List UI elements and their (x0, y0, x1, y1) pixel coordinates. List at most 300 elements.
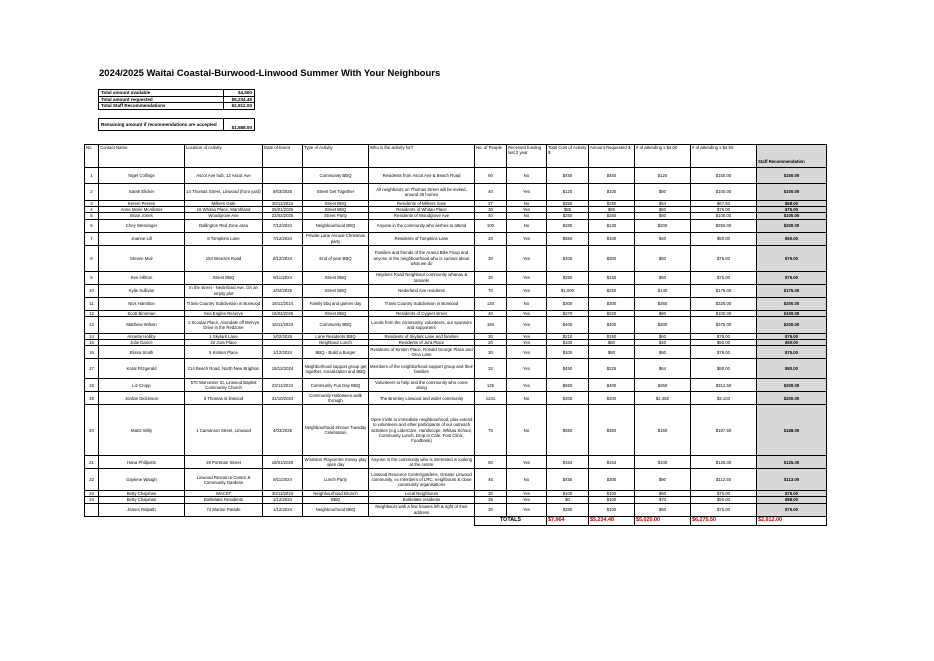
cell-type: Community Halloween walk through (303, 392, 369, 405)
cell-requested: $100 (589, 491, 635, 497)
cell-type: Neighbourhood BBQ (303, 219, 369, 232)
cell-people: 125 (475, 379, 507, 392)
cell-who: Local Neighbours (369, 491, 475, 497)
cell-total-cost: $100 (547, 340, 589, 346)
cell-people: 70 (475, 284, 507, 297)
cell-att-200: $60 (635, 207, 691, 213)
cell-date: 1/12/2024 (263, 497, 303, 503)
cell-who: Residents of Kirsten Place, Ronald George Place and Orca Lane (370, 347, 473, 358)
cell-att-250: $375.00 (691, 316, 757, 333)
table-row (85, 405, 827, 456)
cell-no: 22 (85, 469, 99, 491)
cell-no: 19 (85, 392, 99, 405)
table-row (85, 503, 827, 516)
cell-total-cost: $0 (547, 497, 589, 503)
cell-att-250: $100.00 (691, 184, 757, 201)
cell-recommendation: $200.00 (757, 316, 827, 333)
cell-who: Volunteers to help and the community who come along (369, 379, 475, 392)
cell-no: 7 (85, 232, 99, 245)
cell-no: 11 (85, 297, 99, 310)
cell-total-cost: $1,000 (547, 284, 589, 297)
cell-no: 5 (85, 213, 99, 219)
cell-total-cost: $250 (547, 213, 589, 219)
cell-date: 22/02/2025 (263, 213, 303, 219)
header-no: No (85, 145, 99, 168)
summary-row (99, 96, 255, 103)
cell-date: 1/02/2025 (263, 284, 303, 297)
cell-att-200: $100 (635, 456, 691, 469)
table-row (85, 219, 827, 232)
cell-funding: Yes (507, 310, 547, 316)
cell-no: 17 (85, 359, 99, 379)
cell-date: 16/11/2024 (263, 297, 303, 310)
cell-total-cost: $450 (547, 168, 589, 184)
cell-contact: Nigel Collings (99, 168, 185, 184)
cell-type: Neighborhood support group get together, socialization and BBQ (303, 359, 369, 379)
cell-type: Family bbq and games day (303, 297, 369, 310)
cell-recommendation: $75.00 (757, 245, 827, 271)
cell-total-cost: $250 (547, 201, 589, 207)
cell-date: 16/02/2025 (263, 310, 303, 316)
cell-date: 7/12/2024 (263, 232, 303, 245)
cell-type: BBQ - Build a Burger (303, 346, 369, 359)
cell-funding: No (507, 168, 547, 184)
cell-people: 20 (475, 340, 507, 346)
totals-label: TOTALS (475, 516, 547, 525)
cell-people: 30 (475, 346, 507, 359)
totals-att-200: $5,020.00 (635, 516, 691, 525)
cell-date: 16/11/2024 (263, 316, 303, 333)
cell-funding: No (507, 405, 547, 456)
cell-location: Sea Eagles Reserve (185, 310, 263, 316)
cell-no: 16 (85, 346, 99, 359)
cell-total-cost: $650 (547, 379, 589, 392)
cell-att-250: $312.50 (691, 379, 757, 392)
cell-who: Residents of Whitau Place (369, 207, 475, 213)
header-requested: Amount Requested $ (589, 145, 635, 168)
cell-att-200: $200 (635, 219, 691, 232)
cell-location: 153 Breezes Road (185, 245, 263, 271)
cell-recommendation: $88.00 (757, 497, 827, 503)
cell-who: All neighbours on Thomas Street will be invited, around 35 homes (369, 184, 475, 201)
cell-who: Residents from Ascot Ave & Beach Road (369, 168, 475, 184)
cell-contact: James Ridpath (99, 503, 185, 516)
cell-att-200: $60 (635, 503, 691, 516)
cell-requested: $130 (589, 219, 635, 232)
cell-total-cost: $85 (547, 207, 589, 213)
cell-location: Bottlelake Residents (185, 497, 263, 503)
cell-funding: Yes (507, 379, 547, 392)
cell-type: Neighbourhood Shrove Tuesday Celebration (303, 405, 369, 456)
header-att-200: # of attending x $2.00 (635, 145, 691, 168)
cell-contact: Betty Chapman (99, 491, 185, 497)
cell-requested: $80 (589, 340, 635, 346)
cell-contact: Chey Wessinger (99, 219, 185, 232)
cell-type: End of year BBQ (303, 245, 369, 271)
cell-total-cost: $100 (547, 491, 589, 497)
cell-requested: $100 (589, 184, 635, 201)
totals-att-250: $6,275.50 (691, 516, 757, 525)
cell-date: 30/11/2024 (263, 201, 303, 207)
cell-total-cost: $650 (547, 405, 589, 456)
cell-recommendation: $150.00 (757, 168, 827, 184)
cell-requested: $150 (589, 333, 635, 339)
cell-att-250: $100.00 (691, 310, 757, 316)
summary-row (99, 103, 255, 110)
cell-att-250: $3,103 (691, 392, 757, 405)
cell-no: 21 (85, 456, 99, 469)
cell-recommendation: $113.00 (757, 469, 827, 491)
cell-no: 24 (85, 497, 99, 503)
cell-no: 2 (85, 184, 99, 201)
cell-location: Milkers Gate (185, 201, 263, 207)
cell-requested: $350 (589, 405, 635, 456)
cell-people: 20 (475, 232, 507, 245)
cell-people: 1241 (475, 392, 507, 405)
cell-no: 20 (85, 405, 99, 456)
cell-location: 8 Tompkins Lane (185, 232, 263, 245)
cell-att-250: $75.00 (691, 491, 757, 497)
cell-recommendation: $200.00 (757, 392, 827, 405)
cell-requested: $300 (589, 245, 635, 271)
cell-contact: Matthew Wilson (99, 316, 185, 333)
cell-people: 45 (475, 469, 507, 491)
cell-att-200: $40 (635, 340, 691, 346)
cell-location: 570 Worcester St, Linwood Baptist Community Church (185, 379, 263, 392)
cell-contact: Jordan Dickinson (99, 392, 185, 405)
cell-who: Linwood Resource Centre/gardens, Greater Linwood community, ex members of LRC, neighbours & close community organisations (369, 469, 475, 491)
cell-recommendation: $200.00 (757, 219, 827, 232)
cell-requested: $400 (589, 316, 635, 333)
cell-who: Residents of Skylark Lane and families (369, 333, 475, 339)
cell-people: 100 (475, 219, 507, 232)
cell-who: The Bromley Linwood and wider community (369, 392, 475, 405)
cell-people: 50 (475, 456, 507, 469)
cell-total-cost: $450 (547, 359, 589, 379)
funding-summary (98, 89, 255, 131)
cell-contact: Martz Willy (99, 405, 185, 456)
cell-type: Street BBQ (303, 310, 369, 316)
cell-funding: Yes (507, 497, 547, 503)
cell-att-200: $54 (635, 201, 691, 207)
cell-date: 9/03/2025 (263, 184, 303, 201)
cell-date: 18/01/2025 (263, 456, 303, 469)
cell-contact: Liz Cropp (99, 379, 185, 392)
cell-recommendation: $175.00 (757, 284, 827, 297)
cell-people: 30 (475, 271, 507, 284)
cell-people: 130 (475, 297, 507, 310)
cell-requested: $220 (589, 310, 635, 316)
cell-date: 31/10/2024 (263, 392, 303, 405)
cell-date: 4/03/2025 (263, 405, 303, 456)
summary-staff-value: $2,912.00 (224, 103, 255, 110)
cell-who: Residents of Cygnet street (369, 310, 475, 316)
cell-people: 30 (475, 245, 507, 271)
cell-att-200: $64 (635, 359, 691, 379)
cell-no: 10 (85, 284, 99, 297)
cell-no: 15 (85, 340, 99, 346)
summary-row (99, 118, 255, 130)
cell-funding: Yes (507, 333, 547, 339)
cell-recommendation: $200.00 (757, 379, 827, 392)
cell-date: 26/01/2025 (263, 207, 303, 213)
cell-contact: Joanne Lill (99, 232, 185, 245)
summary-remaining-value: $1,588.00 (224, 118, 255, 130)
cell-att-250: $50.00 (691, 497, 757, 503)
cell-contact: Betty Chapman (99, 497, 185, 503)
cell-people: 35 (475, 497, 507, 503)
cell-att-200: $60 (635, 333, 691, 339)
cell-requested: $164 (589, 456, 635, 469)
cell-funding: No (507, 213, 547, 219)
cell-requested: $100 (589, 503, 635, 516)
cell-location: 1 Carnarvon Street, Linwood (185, 405, 263, 456)
cell-funding: Yes (507, 346, 547, 359)
cell-requested: $85 (589, 207, 635, 213)
cell-total-cost: $100 (547, 346, 589, 359)
cell-contact: Kylie Sullivan (99, 284, 185, 297)
header-funding: Received funding last 2 year (507, 145, 547, 168)
cell-att-200: $260 (635, 297, 691, 310)
cell-contact: Brian Jones (99, 213, 185, 219)
cell-recommendation: $80.00 (757, 359, 827, 379)
cell-funding: Yes (507, 207, 547, 213)
cell-contact: Nick Hamilton (99, 297, 185, 310)
cell-type: Lunch Party (303, 469, 369, 491)
cell-att-200: $2,482 (635, 392, 691, 405)
table-row (85, 297, 827, 310)
cell-att-200: $120 (635, 168, 691, 184)
cell-type: Street BBQ (303, 271, 369, 284)
cell-no: 8 (85, 245, 99, 271)
cell-contact: Annette Hobby (99, 333, 185, 339)
cell-location: 74 Marine Parade (185, 503, 263, 516)
cell-no: 4 (85, 207, 99, 213)
table-header-row (85, 145, 827, 168)
cell-location: Ascot Ave hub, 12 Ascot Ave (185, 168, 263, 184)
cell-people: 40 (475, 184, 507, 201)
cell-funding: Yes (507, 271, 547, 284)
cell-location: Travis Country Subdivision in Burwood (185, 297, 263, 310)
cell-type: Neighbourhood Brunch (303, 491, 369, 497)
cell-no: 1 (85, 168, 99, 184)
header-who: Who is the activity for? (369, 145, 475, 168)
summary-available-value: $4,500 (224, 90, 255, 97)
cell-date: 1/02/2025 (263, 333, 303, 339)
cell-requested: $200 (589, 392, 635, 405)
cell-type: Neighbour Lunch (303, 340, 369, 346)
cell-no: 14 (85, 333, 99, 339)
cell-funding: Yes (507, 232, 547, 245)
cell-date: 30/11/2024 (263, 491, 303, 497)
cell-recommendation: $100.00 (757, 310, 827, 316)
cell-att-250: $80.00 (691, 359, 757, 379)
cell-location: 1 Scoular Place, Avondale off Mervyn Drive in the Redzone (185, 316, 263, 333)
cell-location: Dallington Red Zone area (185, 219, 263, 232)
cell-total-cost: $280 (547, 219, 589, 232)
totals-row (85, 516, 827, 525)
cell-people: 40 (475, 310, 507, 316)
cell-who: Residents of Milkers Gate (369, 201, 475, 207)
table-row (85, 284, 827, 297)
cell-total-cost: $164 (547, 456, 589, 469)
cell-funding: No (507, 469, 547, 491)
cell-who: Families and friends of the Aranui Bike Fixup and anyone in the neighbourhood who is curious about what we do (369, 245, 475, 271)
cell-att-200: $60 (635, 245, 691, 271)
cell-att-200: $140 (635, 284, 691, 297)
cell-recommendation: $75.00 (757, 503, 827, 516)
table-row (85, 232, 827, 245)
cell-contact: Anne Marie McAllister (99, 207, 185, 213)
cell-att-200: $80 (635, 184, 691, 201)
summary-staff-label: Total Staff Recommendations (99, 103, 224, 110)
cell-location: Woodgrove Ave (185, 213, 263, 219)
cell-recommendation: $68.00 (757, 201, 827, 207)
totals-total-cost: $7,964 (547, 516, 589, 525)
cell-type: Lane Residents BBQ (303, 333, 369, 339)
cell-total-cost: $455 (547, 469, 589, 491)
cell-att-250: $175.00 (691, 284, 757, 297)
cell-type: Community BBQ (303, 168, 369, 184)
cell-funding: Yes (507, 284, 547, 297)
header-total: Total Cost of Activity $ (547, 145, 589, 168)
cell-att-250: $75.00 (691, 346, 757, 359)
cell-recommendation: $75.00 (757, 346, 827, 359)
cell-who: Neighbours with a few houses left & right of their address (369, 503, 475, 516)
cell-who: Heydens Road Neighbour community whanau & tamariki (369, 271, 475, 284)
cell-location: 1 Skylark Lane (185, 333, 263, 339)
cell-contact: Koral Fitzgerald (99, 359, 185, 379)
summary-spacer (99, 109, 255, 118)
totals-spacer (85, 516, 475, 525)
totals-requested: $5,234.48 (589, 516, 635, 525)
cell-location: 16 Whitau Place, Marshland (185, 207, 263, 213)
cell-requested: $300 (589, 297, 635, 310)
summary-requested-label: Total amount requested (99, 96, 224, 103)
cell-att-250: $50.00 (691, 340, 757, 346)
cell-total-cost: $120 (547, 184, 589, 201)
cell-att-200: $250 (635, 379, 691, 392)
cell-people: 150 (475, 316, 507, 333)
cell-recommendation: $75.00 (757, 333, 827, 339)
table-row (85, 168, 827, 184)
cell-contact: Julie Dance (99, 340, 185, 346)
cell-people: 32 (475, 359, 507, 379)
cell-date: 7/12/2024 (263, 219, 303, 232)
cell-location: Linwood Resource Centre & Community Gardens (185, 469, 263, 491)
cell-requested: $250 (589, 284, 635, 297)
cell-recommendation: $75.00 (757, 207, 827, 213)
cell-no: 23 (85, 491, 99, 497)
cell-contact: Hana Phillpotts (99, 456, 185, 469)
table-row (85, 316, 827, 333)
cell-type: Community Fun Day BBQ (303, 379, 369, 392)
table-row (85, 346, 827, 359)
cell-no (85, 503, 99, 516)
cell-who: Residents of Woodgrove Ave (369, 213, 475, 219)
cell-people: 27 (475, 201, 507, 207)
cell-date: 15/12/2024 (263, 359, 303, 379)
cell-funding: Yes (507, 184, 547, 201)
cell-location: In the street - Nederland Ave. On an empty plot (185, 284, 263, 297)
cell-recommendation: $100.00 (757, 213, 827, 219)
cell-requested: $250 (589, 201, 635, 207)
summary-available-label: Total amount available (99, 90, 224, 97)
cell-date: 1/12/2024 (263, 503, 303, 516)
cell-total-cost: $550 (547, 232, 589, 245)
cell-total-cost: $400 (547, 245, 589, 271)
table-row (85, 245, 827, 271)
cell-type: Street Get Together (303, 184, 369, 201)
cell-total-cost: $280 (547, 503, 589, 516)
cell-no: 13 (85, 316, 99, 333)
cell-funding: No (507, 392, 547, 405)
header-location: Location of Activity (185, 145, 263, 168)
cell-requested: $225 (589, 359, 635, 379)
cell-type: Neighbourhood BBQ (303, 503, 369, 516)
cell-contact: Ken Hillson (99, 271, 185, 284)
cell-requested: $300 (589, 469, 635, 491)
cell-att-250: $50.00 (691, 232, 757, 245)
cell-recommendation: $75.00 (757, 271, 827, 284)
cell-att-200: $150 (635, 405, 691, 456)
cell-att-250: $112.50 (691, 469, 757, 491)
cell-no: 9 (85, 271, 99, 284)
summary-remaining-label: Remaining amount if recommendations are accepted (99, 118, 224, 130)
cell-who: Travis Country Subdivision in Burwood (369, 297, 475, 310)
cell-contact: Kerem Persen (99, 201, 185, 207)
cell-contact: Steven Muir (99, 245, 185, 271)
cell-no: 12 (85, 310, 99, 316)
cell-att-250: $100.00 (691, 213, 757, 219)
cell-att-200: $60 (635, 491, 691, 497)
cell-requested: $150 (589, 271, 635, 284)
cell-who: Locals from the community, volunteers, our sponsors and supporters (369, 316, 475, 333)
summary-row (99, 90, 255, 97)
cell-funding: Yes (507, 503, 547, 516)
cell-who: Anyone in the community who wishes to attend (369, 219, 475, 232)
cell-att-250: $187.50 (691, 405, 757, 456)
cell-people: 30 (475, 503, 507, 516)
cell-total-cost: $300 (547, 297, 589, 310)
cell-who: Residents of Jura Place (369, 340, 475, 346)
cell-requested: $100 (589, 232, 635, 245)
cell-date: 1/12/2024 (263, 346, 303, 359)
cell-date: 23/11/2024 (263, 379, 303, 392)
cell-funding: Yes (507, 456, 547, 469)
cell-att-200: $40 (635, 232, 691, 245)
cell-who: Bottlelake residents (369, 497, 475, 503)
cell-att-200: $80 (635, 213, 691, 219)
header-type: Type of Activity (303, 145, 369, 168)
header-people: No. of People (475, 145, 507, 168)
cell-location: 5 Thomas st linwood (185, 392, 263, 405)
cell-location: 14 Thomas Street, Linwood (front yard) (185, 184, 263, 201)
cell-funding: Yes (507, 245, 547, 271)
cell-requested: $400 (589, 379, 635, 392)
totals-recommendation: $2,912.00 (757, 516, 827, 525)
cell-location: 5 Kirsten Place (185, 346, 263, 359)
cell-type: Street BBQ (303, 207, 369, 213)
cell-funding: Yes (507, 340, 547, 346)
cell-no: 6 (85, 219, 99, 232)
table-row (85, 379, 827, 392)
cell-att-250: $75.00 (691, 245, 757, 271)
cell-date: 9/11/2024 (263, 469, 303, 491)
cell-contact: Scott Binnman (99, 310, 185, 316)
header-contact: Contact Name (99, 145, 185, 168)
cell-who: Members of the neighborhood support group and their families (369, 359, 475, 379)
